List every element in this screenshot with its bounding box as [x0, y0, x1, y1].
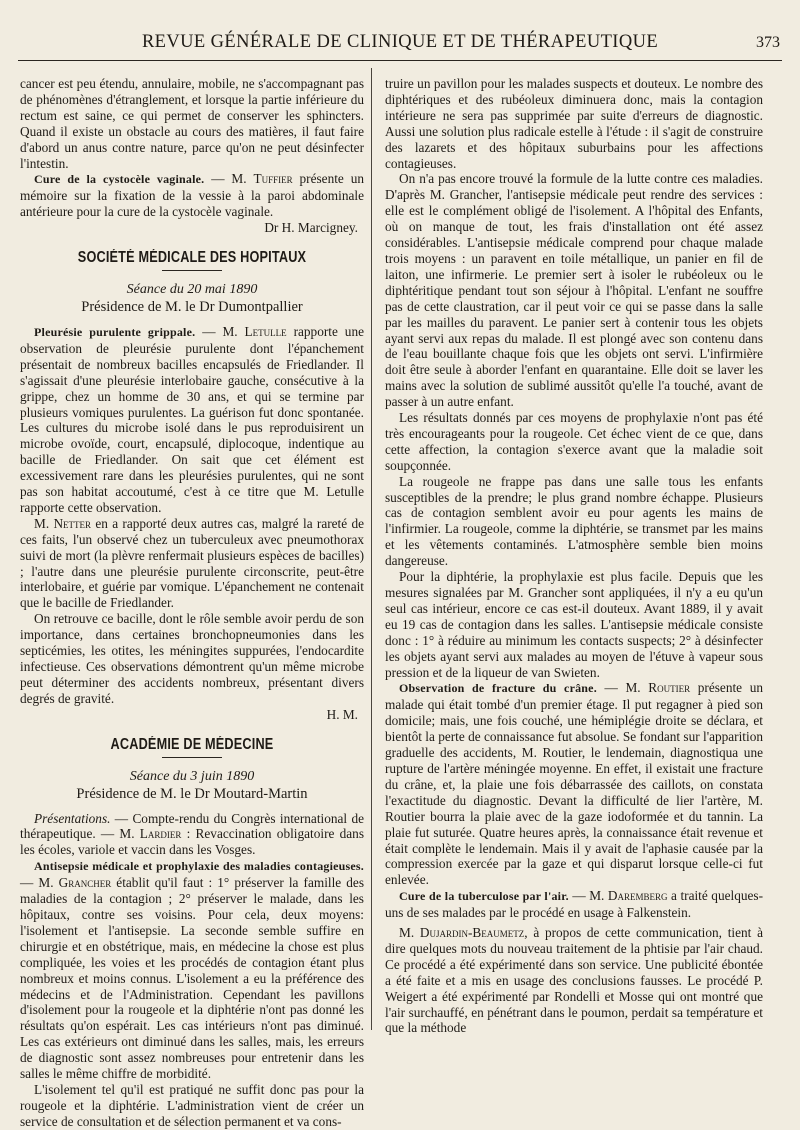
session-date: Séance du 3 juin 1890 — [129, 768, 255, 784]
session-date: Séance du 20 mai 1890 — [126, 281, 258, 297]
section-title: ACADÉMIE DE MÉDECINE — [110, 735, 274, 753]
right-column — [385, 76, 763, 1036]
left-column — [20, 76, 364, 1130]
paragraph: L'isolement tel qu'il est pratiqué ne suffit donc pas pour la rougeole et la diphtérie. L'administration vient de créer un service de consultation et de sélection permanent et va cons- — [20, 1081, 364, 1129]
author-name: Tuffier — [253, 171, 293, 187]
signature: Dr H. Marcigney. — [264, 220, 358, 236]
section-title: SOCIÉTÉ MÉDICALE DES HOPITAUX — [77, 249, 307, 267]
author-name: Grancher — [58, 875, 112, 891]
paragraph: M. Dujardin-Beaumetz, à propos de cette communication, tient à dire quelques mots du nouveau traitement de la phtisie par l'air chaud. Ce procédé a été expérimenté dans son service. Une publicité ébontée a été faite et a mis en usage des conclusions fausses. Le procédé P. Weigert a été expérimenté par Rondelli et Mosse qui ont montré que l'air surchauffé, en pénétrant dans le poumon, perdait sa température et que la méthode — [385, 925, 763, 1036]
paragraph: Observation de fracture du crâne. — M. Routier présente un malade qui était tombé d'un premier étage. Il put regagner à pied son domicile; mais, une fois couché, une hémiplégie droite se déclara, et bientôt la perte de connaissance fut absolue. Se fondant sur l'apparition graduelle des accidents, M. Routier, le lendemain, diagnostiqua une rupture de l'artère méningée moyenne. En effet, il existait une fracture du crâne, et, la plaie une fois débarrassée des caillots, on constata l'exactitude du diagnostic. Devant la difficulté de lier l'artère, M. Routier bourra la plaie avec de la gaze iodoformée et du tannin. La plaie fut suturée. Quatre heures après, la connaissance était revenue et était complète le lendemain. Mais il y avait de l'aphasie causée par la compression exercée par la gaze et qui disparut lorsque celle-ci fut enlevée. — [385, 680, 763, 888]
paragraph: On retrouve ce bacille, dont le rôle semble avoir perdu de son importance, dans certaines bronchopneumonies dans les septicémies, les otites, les méningites suppurées, l'endocardite infectieuse. Ces observations démontrent qu'un même microbe peut déterminer des accidents nombreux, présentant divers degrés de gravité. — [20, 611, 364, 706]
author-name: Letulle — [244, 323, 287, 339]
section-lead: Pleurésie purulente grippale. — [34, 324, 196, 339]
paragraph: Cure de la tuberculose par l'air. — M. Daremberg a traité quelques-uns de ses malades par le procédé en usage à Falkenstein. — [385, 888, 763, 921]
paragraph: M. Netter en a rapporté deux autres cas, malgré la rareté de ces faits, l'un observé chez un tuberculeux avec pneumothorax suivi de mort (la plèvre renfermait plusieurs espèces de bacilles) ; l'autre dans une pleurésie purulente circonscrite, peut-être interlobaire, et guérie par vomique. L'épanchement ne contenait que le bacille de Friedlander. — [20, 515, 364, 611]
author-name: Dujardin-Beaumetz — [419, 925, 525, 941]
page-number: 373 — [756, 34, 780, 51]
paragraph: On n'a pas encore trouvé la formule de la lutte contre ces maladies. D'après M. Grancher, l'antisepsie médicale peut rendre des services : elle est le complément obligé de l'isolement. A l'hôpital des Enfants, où on manque de tout, les frais d'installation ont été assez considérables. L'antisepsie médicale comprend pour chaque malade trois moyens : un paravent en toile métallique, un panier en fil de laiton, une infirmerie. Le premier sert à isoler le rubéoleux ou le diphtéritique pendant tout son séjour à l'hôpital. L'enfant ne souffre pas de cette claustration, car il peut voir ce qui se passe dans la salle par les mailles du paravent. Le panier sert à contenir tous les objets ayant servi aux repas du malade. Il est plongé avec son contenu dans de l'eau bouillante chaque fois que les objets ont servi. L'infirmière doit être seule à aborder l'enfant en quarantaine. Elle doit se laver les mains avec la solution de sublimé aussitôt qu'elle l'a touché, avant de passer à un autre enfant. — [385, 171, 763, 410]
section-lead: Antisepsie médicale et prophylaxie des maladies contagieuses. — [34, 859, 364, 874]
paragraph: Les résultats donnés par ces moyens de prophylaxie n'ont pas été très encourageants pour la rougeole. Cet échec vient de ce que, dans cette affection, la contagion s'exerce avant que la maladie soit soupçonnée. — [385, 410, 763, 473]
section-rule — [162, 757, 222, 758]
paragraph: La rougeole ne frappe pas dans une salle tous les enfants susceptibles de la prendre; le plus grand nombre échappe. Plusieurs cas de contagion semblent avoir eu pour agents les mains de l'infirmier. La rougeole, comme la diphtérie, se transmet par les mains et les vêtements contaminés. L'atmosphère semble bien moins dangereuse. — [385, 473, 763, 569]
author-name: Routier — [648, 680, 691, 696]
paragraph: Antisepsie médicale et prophylaxie des maladies contagieuses. — M. Grancher établit qu'il faut : 1° préserver la famille des maladies de la contagion ; 2° préserver le malade, dans les hôpitaux, contre ses voisins. Pour cela, deux moyens: l'isolement et l'antisepsie. La seconde semble suffire en chirurgie et en obstétrique, mais, en médecine la chose est plus compliquée, les voies et les procédés de contagion étant plus nombreux et moins connus. L'isolement a eu la préférence des médecins et de l'Administration. Cependant les pavillons d'isolement pour la rougeole et la diphtérie n'ont pas donné les résultats qu'on espérait. Les cas intérieurs n'ont pas diminué. Les cas extérieurs ont diminué dans les salles, mais, les erreurs de diagnostic sont assez nombreuses pour entretenir dans les salles le même chiffre de morbidité. — [20, 859, 364, 1082]
section-lead: Présentations. — [34, 810, 111, 826]
section-lead: Cure de la cystocèle vaginale. — [34, 172, 205, 187]
presidency: Présidence de M. le Dr Dumontpallier — [81, 298, 303, 315]
column-divider — [371, 68, 372, 1030]
author-name: Daremberg — [607, 888, 668, 904]
signature: H. M. — [326, 706, 358, 722]
paragraph: Cure de la cystocèle vaginale. — M. Tuffier présente un mémoire sur la fixation de la vessie à la paroi abdominale antérieure pour la cure de la cystocèle vaginale. — [20, 171, 365, 220]
paragraph: truire un pavillon pour les malades suspects et douteux. Le nombre des diphtériques et des rubéoleux diminuera donc, mais la contagion intérieure ne sera pas supprimée par suite d'erreurs de diagnostic. Aussi une solution plus radicale estelle à l'étude : il s'agit de construire des lazarets et des hôpitaux suburbains pour les affections contagieuses. — [385, 76, 763, 171]
paragraph: Présentations. — Compte-rendu du Congrès international de thérapeutique. — M. Lardier : Revaccination obligatoire dans les écoles, variole et vaccin dans les Vosges. — [20, 810, 364, 858]
section-rule — [162, 270, 222, 271]
author-name: Lardier — [139, 826, 182, 842]
paragraph: cancer est peu étendu, annulaire, mobile, ne s'accompagnant pas de phénomènes d'étranglement, et lorsque la partie inférieure du rectum est saine, ce qui permet de conserver les sphincters. Quand il existe un obstacle au cours des matières, il faut faire d'abord un anus contre nature, parce qu'on ne peut désinfecter l'intestin. — [20, 76, 364, 171]
section-lead: Cure de la tuberculose par l'air. — [399, 889, 569, 904]
running-header — [18, 28, 782, 61]
presidency: Présidence de M. le Dr Moutard-Martin — [76, 785, 308, 802]
paragraph: Pour la diphtérie, la prophylaxie est plus facile. Depuis que les mesures signalées par M. Grancher sont appliquées, il n'y a eu qu'un seul cas intérieur, encore ce cas est-il douteux. Avant 1889, il y avait eu 19 cas de contagion dans les salles. L'antisepsie médicale consiste donc : 1° à réduire au minimum les contacts suspects; 2° à désinfecter les objets ayant servi aux malades au moyen de l'étuve à vapeur sous pression et de la liqueur de van Swieten. — [385, 569, 763, 680]
author-name: Netter — [53, 515, 92, 531]
journal-title: REVUE GÉNÉRALE DE CLINIQUE ET DE THÉRAPEUTIQUE — [141, 32, 659, 52]
paragraph: Pleurésie purulente grippale. — M. Letulle rapporte une observation de pleurésie purulente dont l'épanchement présentait de nombreux bacilles encapsulés de Friedlander. Il s'agissait d'une pleurésie interlobaire gauche, consécutive à la grippe, chez un homme de 30 ans, et qui se termine par plusieurs vomiques purulentes. La guérison fut donc spontanée. Les cultures du microbe isolé dans le pus reproduisirent un microbe ovoïde, court, encapsulé, diplocoque, indentique au bacille de Friedlander. On sait que cet élément est excessivement rare dans les pleurésies purulentes, qui ne sont pas son habitat accoutumé, c'est à ce titre que M. Letulle rapporte cette observation. — [20, 323, 364, 515]
section-lead: Observation de fracture du crâne. — [399, 681, 597, 696]
